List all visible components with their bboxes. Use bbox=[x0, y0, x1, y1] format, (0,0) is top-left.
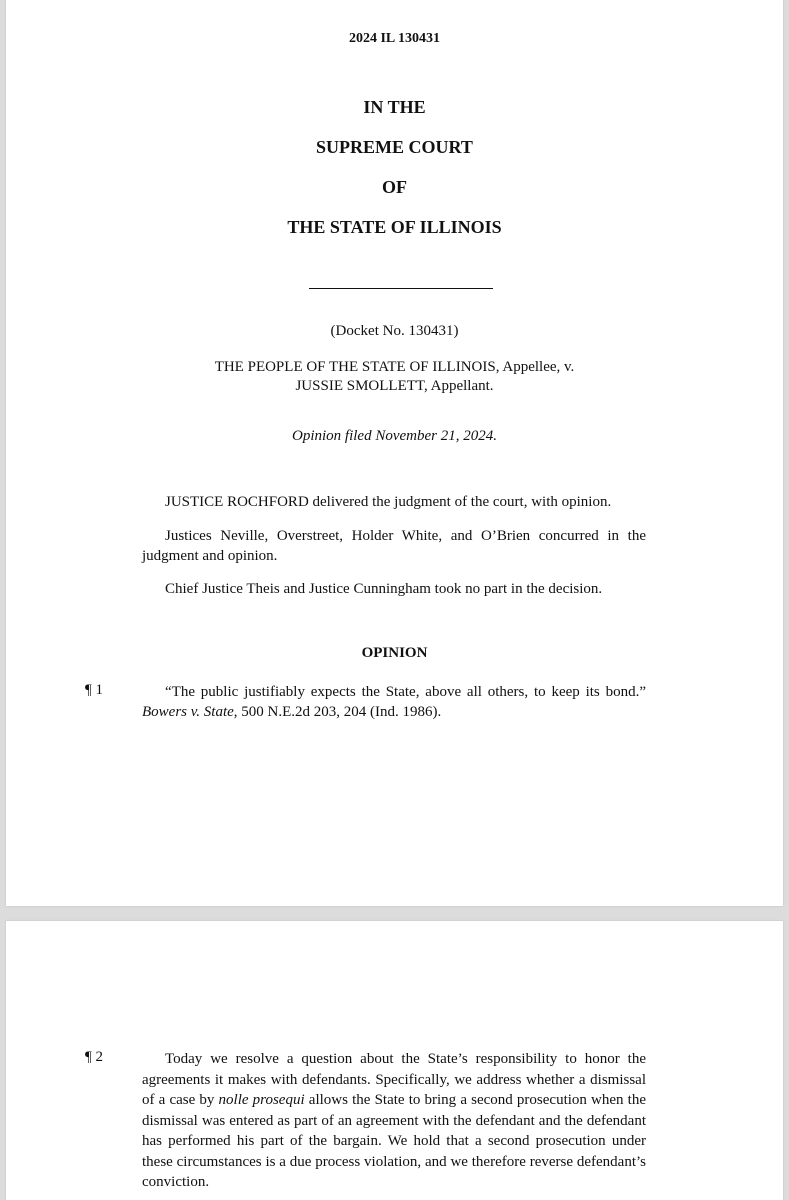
no-part-text: Chief Justice Theis and Justice Cunningham took no part in the decision. bbox=[165, 581, 603, 597]
parties-line-2: JUSSIE SMOLLETT, Appellant. bbox=[295, 378, 494, 394]
opinion-heading: OPINION bbox=[361, 645, 428, 661]
opinion-filed-date: Opinion filed November 21, 2024. bbox=[292, 428, 497, 444]
delivered-by-paragraph bbox=[142, 492, 646, 512]
citation-header: 2024 IL 130431 bbox=[348, 31, 440, 46]
paragraph-2-italic-term: nolle prosequi bbox=[218, 1092, 305, 1108]
parties-line-1: THE PEOPLE OF THE STATE OF ILLINOIS, Appellee, v. bbox=[214, 359, 575, 375]
concurred-text: Justices Neville, Overstreet, Holder White, and O’Brien concurred in the judgment and opinion. bbox=[142, 528, 646, 564]
paragraph-1-quote: “The public justifiably expects the State, above all others, to keep its bond.” bbox=[165, 684, 646, 700]
delivered-text: JUSTICE ROCHFORD delivered the judgment of the court, with opinion. bbox=[165, 494, 612, 510]
docket-number: (Docket No. 130431) bbox=[330, 323, 459, 339]
court-title-line-1: IN THE bbox=[363, 97, 426, 117]
no-part-paragraph bbox=[142, 579, 646, 599]
paragraph-number-1: ¶ 1 bbox=[85, 682, 104, 698]
paragraph-1-case-cite: , 500 N.E.2d 203, 204 (Ind. 1986). bbox=[233, 704, 442, 720]
document-page-2 bbox=[6, 921, 783, 1200]
document-page-1 bbox=[6, 0, 783, 906]
opinion-paragraph-2 bbox=[142, 1049, 646, 1193]
paragraph-2-text-after: allows the State to bring a second prosecution when the dismissal was entered as part of an agreement with the defendant and the defendant has performed his part of the bargain. We hold that a second prosecution under these circumstances is a due process violation, and we therefore reverse defendant’s conviction. bbox=[142, 1092, 647, 1190]
court-title-line-3: OF bbox=[382, 177, 407, 197]
title-divider bbox=[309, 288, 493, 289]
opinion-paragraph-1 bbox=[142, 682, 646, 722]
court-title-line-2: SUPREME COURT bbox=[316, 137, 473, 157]
concurred-paragraph bbox=[142, 526, 646, 566]
case-parties bbox=[6, 358, 783, 396]
paragraph-2-text-before: Today we resolve a question about the State’s responsibility to honor the agreements it makes with defendants. Specifically, we address whether a dismissal of a case by bbox=[142, 1051, 646, 1108]
court-title-line-4: THE STATE OF ILLINOIS bbox=[287, 217, 502, 237]
paragraph-number-2: ¶ 2 bbox=[85, 1049, 104, 1065]
paragraph-1-case-name: Bowers v. State bbox=[142, 704, 234, 720]
